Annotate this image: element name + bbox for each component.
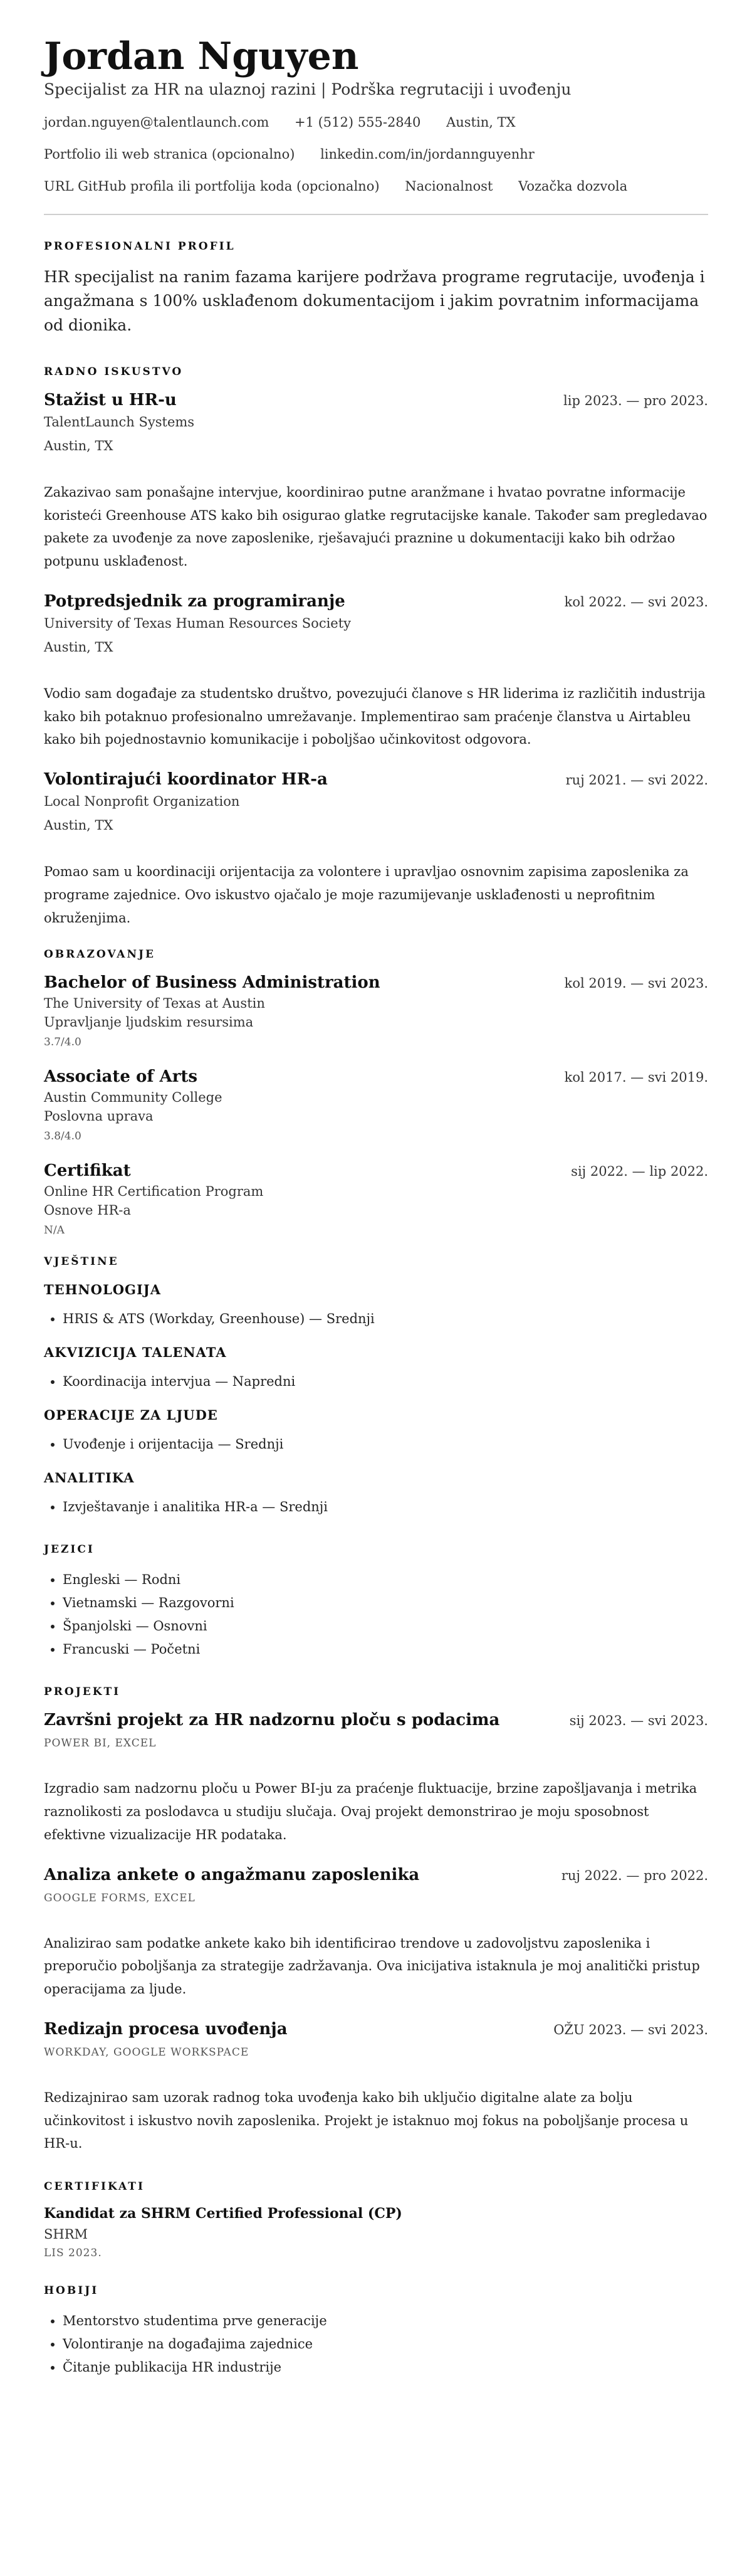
grade: N/A	[44, 1224, 65, 1237]
project-tools: WORKDAY, GOOGLE WORKSPACE	[44, 2045, 249, 2059]
hobby-item: • Volontiranje na događajima zajednice	[63, 2333, 708, 2356]
education-entry	[44, 973, 708, 1048]
project-description: Analizirao sam podatke ankete kako bih identificirao trendove u zadovoljstvu zaposlenika i preporučio poboljšanja za strategije zadržavanja. Ova inicijativa istaknula je moj analitički pristup operacijama za ljude.	[44, 1935, 700, 1997]
job-dates: kol 2022. — svi 2023.	[564, 594, 708, 610]
project-name: Završni projekt za HR nadzornu ploču s podacima	[44, 1711, 500, 1730]
skill-item: • HRIS & ATS (Workday, Greenhouse) — Srednji	[63, 1307, 708, 1331]
project-dates: OŽU 2023. — svi 2023.	[553, 2022, 708, 2037]
education-entry-header	[44, 1067, 708, 1086]
experience-entry-header	[44, 770, 708, 789]
job-dates: lip 2023. — pro 2023.	[563, 393, 708, 408]
education-dates: sij 2022. — lip 2022.	[571, 1164, 708, 1180]
language-item: • Vietnamski — Razgovorni	[63, 1592, 708, 1615]
contact-email[interactable]: jordan.nguyen@talentlaunch.com	[44, 115, 269, 130]
school-name: Online HR Certification Program	[44, 1184, 264, 1200]
certificate-date: LIS 2023.	[44, 2247, 102, 2260]
skill-category: ANALITIKA	[44, 1469, 135, 1486]
contact-driving-license: Vozačka dozvola	[518, 179, 628, 194]
language-item: • Španjolski — Osnovni	[63, 1615, 708, 1638]
contact-portfolio[interactable]: Portfolio ili web stranica (opcionalno)	[44, 147, 295, 162]
contact-row-1	[44, 115, 708, 130]
project-tools: POWER BI, EXCEL	[44, 1737, 157, 1750]
job-title: Stažist u HR-u	[44, 390, 177, 409]
section-title-certificates: CERTIFIKATI	[44, 2180, 145, 2193]
skill-item: • Koordinacija intervjua — Napredni	[63, 1370, 708, 1393]
job-title: Volontirajući koordinator HR-a	[44, 770, 328, 789]
contact-row-2	[44, 147, 708, 162]
skill-list	[44, 1370, 708, 1393]
hobby-list	[44, 2309, 708, 2378]
section-title-hobbies: HOBIJI	[44, 2284, 99, 2298]
skill-category: TEHNOLOGIJA	[44, 1282, 162, 1298]
job-organization: Local Nonprofit Organization	[44, 794, 240, 810]
contact-github[interactable]: URL GitHub profila ili portfolija koda (opcionalno)	[44, 179, 380, 194]
section-title-skills: VJEŠTINE	[44, 1255, 119, 1269]
project-description: Izgradio sam nadzornu ploču u Power BI-ju za praćenje fluktuacije, brzine zapošljavanja i metrika raznolikosti za poslodavca u studiju slučaja. Ovaj projekt demonstrirao je moju sposobnost efektivne vizualizacije HR podataka.	[44, 1781, 697, 1842]
job-dates: ruj 2021. — svi 2022.	[565, 773, 708, 788]
skill-item: • Uvođenje i orijentacija — Srednji	[63, 1433, 708, 1456]
field-of-study: Poslovna uprava	[44, 1109, 154, 1124]
project-entry	[44, 1711, 708, 1846]
degree-title: Associate of Arts	[44, 1067, 198, 1087]
experience-entry-header	[44, 391, 708, 409]
job-description: Zakazivao sam ponašajne intervjue, koordinirao putne aranžmane i hvatao povratne informacije koristeći Greenhouse ATS kako bih osigurao glatke regrutacijske kanale. Također sam pregledavao pakete za uvođenje za nove zaposlenike, rješavajući praznine u dokumentaciji kako bih održao potpunu usklađenost.	[44, 484, 708, 569]
education-dates: kol 2019. — svi 2023.	[564, 976, 708, 991]
resume-header	[44, 34, 708, 195]
section-title-projects: PROJEKTI	[44, 1686, 121, 1699]
section-title-experience: RADNO ISKUSTVO	[44, 365, 184, 378]
project-name: Redizajn procesa uvođenja	[44, 2019, 288, 2039]
field-of-study: Upravljanje ljudskim resursima	[44, 1015, 254, 1030]
contact-linkedin[interactable]: linkedin.com/in/jordannguyenhr	[320, 147, 535, 162]
education-section	[44, 948, 708, 1237]
project-entry-header	[44, 1711, 708, 1729]
education-entry-header	[44, 1161, 708, 1180]
languages-section	[44, 1543, 708, 1660]
language-item: • Francuski — Početni	[63, 1638, 708, 1661]
candidate-name: Jordan Nguyen	[44, 34, 359, 78]
project-dates: ruj 2022. — pro 2022.	[561, 1867, 708, 1883]
contact-nationality: Nacionalnost	[405, 179, 493, 194]
skill-list	[44, 1496, 708, 1519]
skill-category: AKVIZICIJA TALENATA	[44, 1344, 227, 1361]
skill-category: OPERACIJE ZA LJUDE	[44, 1407, 218, 1423]
degree-title: Certifikat	[44, 1161, 131, 1181]
education-dates: kol 2017. — svi 2019.	[564, 1070, 708, 1085]
contact-phone[interactable]: +1 (512) 555-2840	[294, 115, 421, 130]
hobby-item: • Čitanje publikacija HR industrije	[63, 2356, 708, 2379]
project-entry-header	[44, 1866, 708, 1884]
job-title: Potpredsjednik za programiranje	[44, 591, 345, 611]
hobby-item: • Mentorstvo studentima prve generacije	[63, 2309, 708, 2333]
skills-section	[44, 1255, 708, 1518]
contact-location: Austin, TX	[446, 115, 516, 130]
field-of-study: Osnove HR-a	[44, 1203, 131, 1218]
school-name: Austin Community College	[44, 1090, 222, 1106]
job-organization: TalentLaunch Systems	[44, 414, 195, 430]
skill-list	[44, 1307, 708, 1331]
project-entry	[44, 1866, 708, 2001]
experience-entry	[44, 592, 708, 751]
certificate-name: Kandidat za SHRM Certified Professional (CP)	[44, 2205, 402, 2222]
job-location: Austin, TX	[44, 818, 113, 833]
job-description: Vodio sam događaje za studentsko društvo, povezujući članove s HR liderima iz različitih industrija kako bih potaknuo profesionalno umrežavanje. Implementirao sam praćenje članstva u Airtableu kako bih pojednostavnio komunikacije i poboljšao učinkovitost odgovora.	[44, 685, 706, 747]
project-entry	[44, 2020, 708, 2155]
grade: 3.8/4.0	[44, 1130, 81, 1143]
job-location: Austin, TX	[44, 438, 113, 453]
job-description: Pomao sam u koordinaciji orijentacija za volontere i upravljao osnovnim zapisima zaposlenika za programe zajednice. Ovo iskustvo ojačalo je moje razumijevanje usklađenosti u neprofitnim okruženjima.	[44, 864, 689, 926]
skill-list	[44, 1433, 708, 1456]
profile-section	[44, 240, 708, 338]
certificates-section	[44, 2180, 708, 2259]
certificate-issuer: SHRM	[44, 2227, 88, 2242]
experience-entry	[44, 391, 708, 573]
project-tools: GOOGLE FORMS, EXCEL	[44, 1891, 196, 1904]
section-title-languages: JEZICI	[44, 1543, 95, 1556]
language-item: • Engleski — Rodni	[63, 1568, 708, 1592]
section-title-education: OBRAZOVANJE	[44, 948, 156, 961]
hobbies-section	[44, 2284, 708, 2378]
header-divider	[44, 214, 708, 215]
candidate-headline: Specijalist za HR na ulaznoj razini | Podrška regrutaciji i uvođenju	[44, 80, 572, 98]
experience-entry	[44, 770, 708, 929]
project-name: Analiza ankete o angažmanu zaposlenika	[44, 1865, 420, 1884]
job-location: Austin, TX	[44, 639, 113, 655]
education-entry-header	[44, 973, 708, 992]
experience-entry-header	[44, 592, 708, 611]
projects-section	[44, 1686, 708, 2155]
certificate-entry	[44, 2205, 708, 2259]
project-entry-header	[44, 2020, 708, 2039]
skill-item: • Izvještavanje i analitika HR-a — Srednji	[63, 1496, 708, 1519]
profile-summary: HR specijalist na ranim fazama karijere podržava programe regrutacije, uvođenja i angažmana s 100% usklađenom dokumentacijom i jakim povratnim informacijama od dionika.	[44, 267, 705, 335]
education-entry	[44, 1161, 708, 1237]
project-description: Redizajnirao sam uzorak radnog toka uvođenja kako bih uključio digitalne alate za bolju učinkovitost i iskustvo novih zaposlenika. Projekt je istaknuo moj fokus na poboljšanje procesa u HR-u.	[44, 2089, 689, 2151]
job-organization: University of Texas Human Resources Society	[44, 615, 352, 631]
project-dates: sij 2023. — svi 2023.	[569, 1713, 708, 1729]
education-entry	[44, 1067, 708, 1143]
experience-section	[44, 366, 708, 930]
language-list	[44, 1568, 708, 1660]
contact-row-3	[44, 179, 708, 194]
grade: 3.7/4.0	[44, 1036, 81, 1049]
section-title-profile: PROFESIONALNI PROFIL	[44, 240, 236, 253]
degree-title: Bachelor of Business Administration	[44, 973, 380, 993]
school-name: The University of Texas at Austin	[44, 996, 265, 1011]
